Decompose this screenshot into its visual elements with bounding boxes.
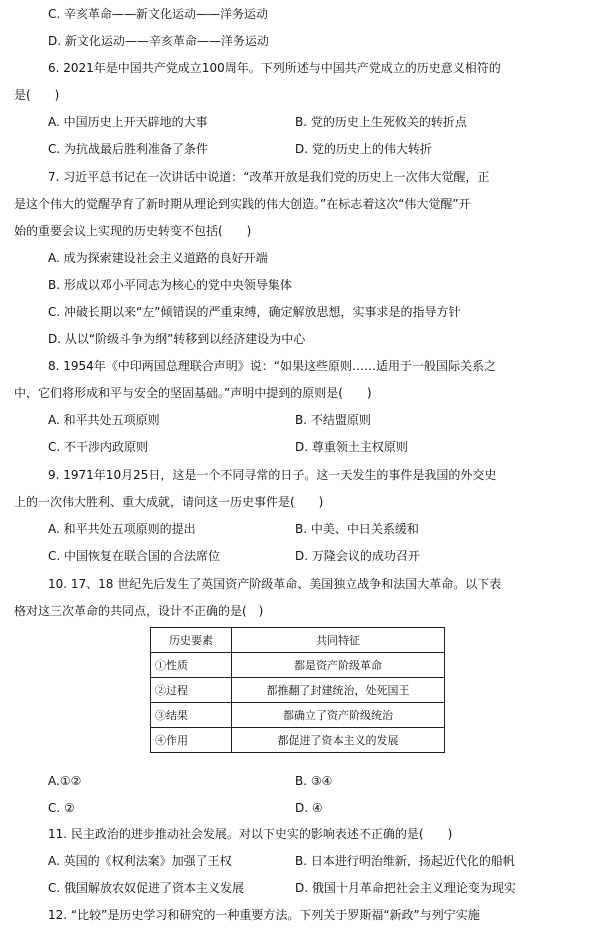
option-right: B. 不结盟原则 [295,413,371,427]
table-cell: ②过程 [151,678,232,703]
text-line: 11. 民主政治的进步推动社会发展。对以下史实的影响表述不正确的是( ) [48,827,453,841]
text-line: D. 新文化运动——辛亥革命——洋务运动 [48,34,269,48]
option-right: B. ③④ [295,774,333,788]
option-left: C. 为抗战最后胜利准备了条件 [48,142,209,156]
option-left: A. 和平共处五项原则 [48,413,160,427]
text-line: 是这个伟大的觉醒孕育了新时期从理论到实践的伟大创造。”在标志着这次“伟大觉醒”开 [14,197,471,211]
option-left: A. 中国历史上开天辟地的大事 [48,115,208,129]
text-line: 8. 1954年《中印两国总理联合声明》说：“如果这些原则……适用于一般国际关系之 [48,359,497,373]
table-cell: 都促进了资本主义的发展 [232,728,445,753]
text-line: B. 形成以邓小平同志为核心的党中央领导集体 [48,278,292,292]
option-left: A. 英国的《权利法案》加强了王权 [48,854,232,868]
text-line: C. 辛亥革命——新文化运动——洋务运动 [48,7,269,21]
text-line: A. 成为探索建设社会主义道路的良好开端 [48,251,268,265]
option-left: C. ② [48,801,75,815]
option-right: D. ④ [295,801,323,815]
option-right: D. 党的历史上的伟大转折 [295,142,432,156]
option-right: D. 俄国十月革命把社会主义理论变为现实 [295,881,516,895]
text-line: 是( ) [14,88,60,102]
option-right: B. 中美、中日关系缓和 [295,522,419,536]
option-left: A. 和平共处五项原则的提出 [48,522,196,536]
text-line: D. 从以“阶级斗争为纲”转移到以经济建设为中心 [48,332,306,346]
table-row [151,703,445,728]
table-header-row [151,628,445,653]
text-line: 10. 17、18 世纪先后发生了英国资产阶级革命、美国独立战争和法国大革命。以下表 [48,577,502,591]
text-line: 9. 1971年10月25日，这是一个不同寻常的日子。这一天发生的事件是我国的外交史 [48,468,497,482]
text-line: 6. 2021年是中国共产党成立100周年。下列所述与中国共产党成立的历史意义相符的 [48,61,501,75]
table-cell: ①性质 [151,653,232,678]
table-cell: ④作用 [151,728,232,753]
text-line: 上的一次伟大胜利、重大成就，请问这一历史事件是( ) [14,495,324,509]
table-row [151,653,445,678]
text-line: C. 冲破长期以来“左”倾错误的严重束缚，确定解放思想，实事求是的指导方针 [48,305,461,319]
option-left: C. 中国恢复在联合国的合法席位 [48,549,221,563]
history-table [150,627,445,753]
table-header-cell: 共同特征 [232,628,445,653]
table-row [151,728,445,753]
text-line: 中，它们将形成和平与安全的坚固基础。”声明中提到的原则是( ) [14,386,372,400]
text-line: 12. “比较”是历史学习和研究的一种重要方法。下列关于罗斯福“新政”与列宁实施 [48,908,480,922]
option-right: D. 万隆会议的成功召开 [295,549,420,563]
option-left: A.①② [48,774,82,788]
option-left: C. 俄国解放农奴促进了资本主义发展 [48,881,245,895]
option-right: B. 党的历史上生死攸关的转折点 [295,115,467,129]
table-row [151,678,445,703]
text-line: 始的重要会议上实现的历史转变不包括( ) [14,224,252,238]
text-line: 格对这三次革命的共同点，设计不正确的是( ) [14,604,264,618]
table-cell: ③结果 [151,703,232,728]
table-cell: 都是资产阶级革命 [232,653,445,678]
table-header-cell: 历史要素 [151,628,232,653]
table-cell: 都确立了资产阶级统治 [232,703,445,728]
text-line: 7. 习近平总书记在一次讲话中说道：“改革开放是我们党的历史上一次伟大觉醒，正 [48,170,490,184]
table-cell: 都推翻了封建统治，处死国王 [232,678,445,703]
option-right: D. 尊重领土主权原则 [295,440,408,454]
option-right: B. 日本进行明治维新，扬起近代化的船帆 [295,854,515,868]
option-left: C. 不干涉内政原则 [48,440,149,454]
